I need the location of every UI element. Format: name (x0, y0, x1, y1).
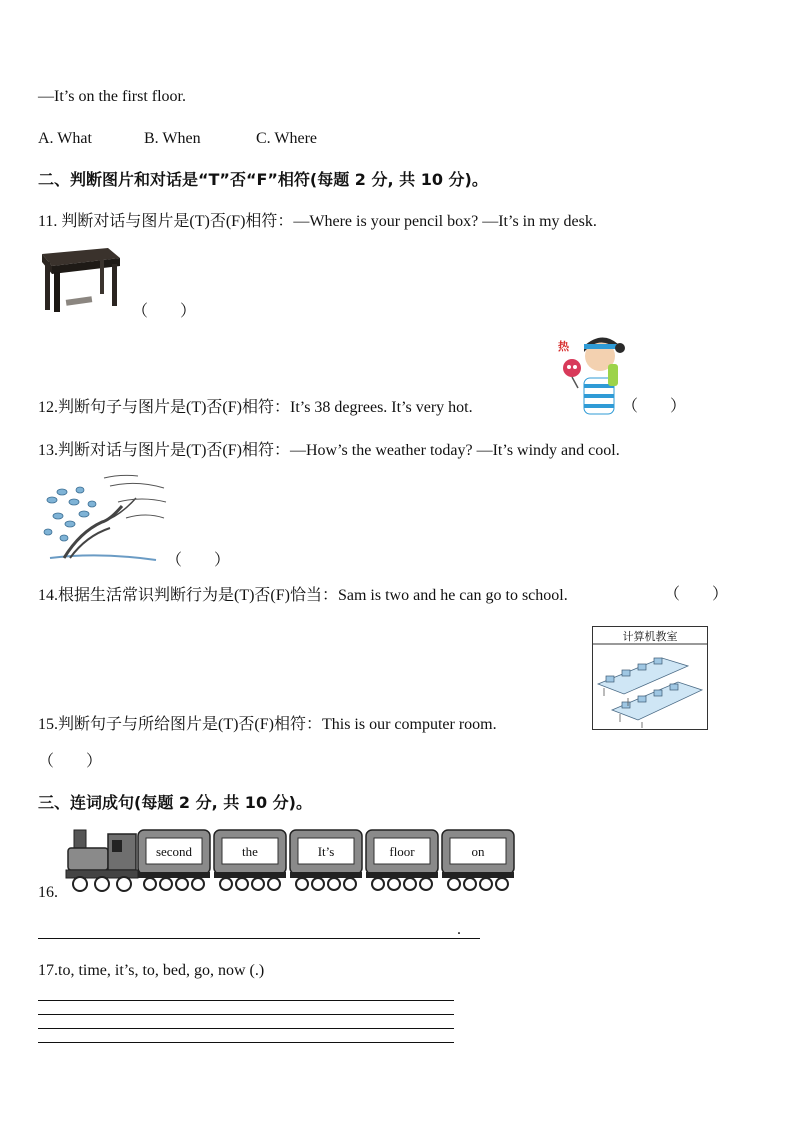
train-car-5 (442, 830, 514, 890)
q14-question: 14.根据生活常识判断行为是(T)否(F)恰当：Sam is two and he can go to school. (38, 587, 568, 604)
q10-option-a[interactable]: A. What (38, 130, 92, 147)
locomotive-icon (66, 830, 138, 891)
q15-question: 15.判断句子与所给图片是(T)否(F)相符：This is our computer room. (38, 716, 497, 733)
hot-girl-picture (556, 334, 628, 418)
q13-answer-blank[interactable]: （ ） (166, 552, 231, 569)
computer-room-label: 计算机教室 (622, 630, 678, 643)
q12-answer-blank[interactable]: （ ） (622, 398, 687, 415)
q10-option-b[interactable]: B. When (144, 130, 201, 147)
windy-tree-picture (40, 472, 168, 564)
train-car-2 (214, 830, 286, 890)
section2-heading: 二、判断图片和对话是“T”否“F”相符(每题 2 分, 共 10 分)。 (38, 170, 488, 189)
train-word-3: It’s (317, 844, 335, 859)
q17-question: 17.to, time, it’s, to, bed, go, now (.) (38, 962, 265, 979)
q11-question: 11. 判断对话与图片是(T)否(F)相符：—Where is your pencil box? —It’s in my desk. (38, 213, 597, 230)
q10-answer-line: —It’s on the first floor. (38, 88, 186, 105)
q14-answer-blank[interactable]: （ ） (664, 586, 729, 603)
q11-answer-blank[interactable]: （ ） (132, 303, 197, 320)
q16-answer-line[interactable] (38, 938, 480, 939)
q10-options (38, 129, 317, 149)
q13-question: 13.判断对话与图片是(T)否(F)相符：—How’s the weather today? —It’s windy and cool. (38, 442, 620, 459)
train-word-1: second (155, 844, 193, 859)
q10-option-c[interactable]: C. Where (256, 130, 318, 147)
train-car-3 (290, 830, 362, 890)
q15-answer-blank[interactable]: （ ） (38, 753, 103, 770)
section3-heading: 三、连词成句(每题 2 分, 共 10 分)。 (38, 793, 312, 812)
train-word-2: the (242, 844, 258, 859)
q16-period: . (457, 921, 461, 938)
q16-number: 16. (38, 884, 58, 901)
train-car-4 (366, 830, 438, 890)
train-car-1 (138, 830, 210, 890)
q17-answer-line-1[interactable] (38, 1000, 454, 1001)
desk-picture (38, 244, 122, 314)
computer-room-picture (592, 626, 708, 730)
word-train-picture (62, 828, 524, 894)
hot-label: 热 (558, 340, 569, 353)
train-word-4: floor (389, 844, 415, 859)
q17-answer-line-3[interactable] (38, 1028, 454, 1029)
train-word-5: on (471, 844, 485, 859)
q17-answer-line-4[interactable] (38, 1042, 454, 1043)
q12-question: 12.判断句子与图片是(T)否(F)相符：It’s 38 degrees. It’s very hot. (38, 399, 473, 416)
q17-answer-line-2[interactable] (38, 1014, 454, 1015)
